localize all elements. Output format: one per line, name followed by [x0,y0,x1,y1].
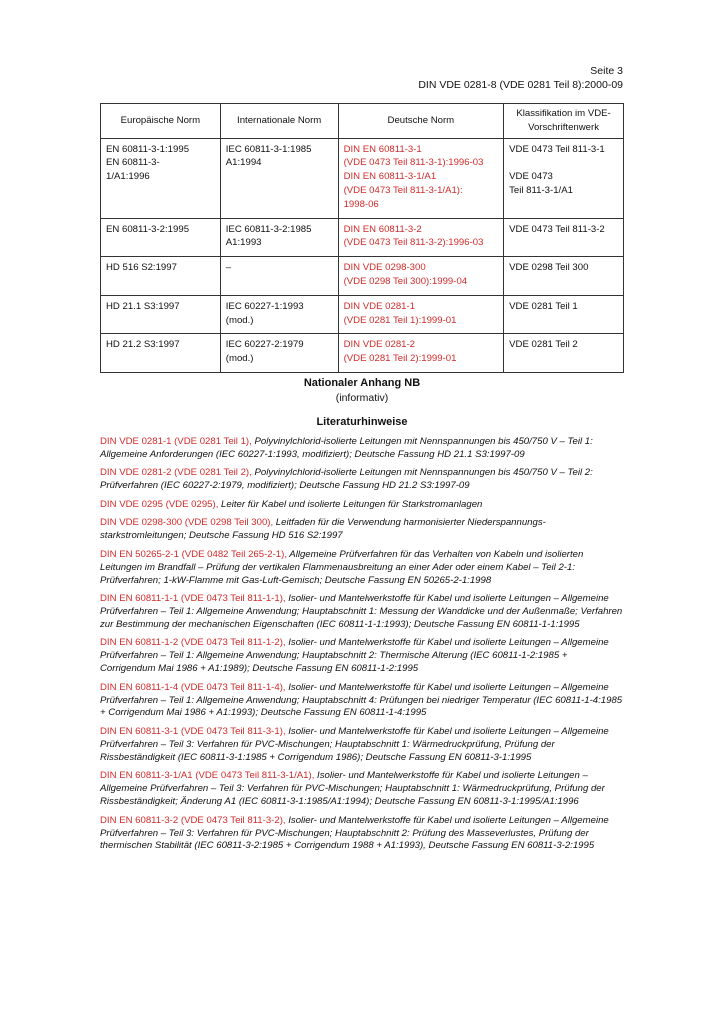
cell-line: 1998-06 [343,198,379,210]
reference-description: Isolier- und Mantelwerkstoffe für Kabel und isolierte Leitungen – Allgemeine Prüfverfahren – Teil 3: Verfahren für PVC-Mischungen; Hauptabschnitt 1: Wärmedruckprüfung, Prüfung der Rissbeständigkeit; Änderung A1 (IEC 60811-3-1:1985/A1:1994); Deutsche Fassung EN 60811-3-1:1995/A1:1996 [100,770,605,808]
cell-german-norm [338,138,504,218]
cell-international-norm [220,218,338,257]
reference-code: DIN EN 60811-1-1 (VDE 0473 Teil 811-1-1), [100,593,286,605]
reference-item [100,815,624,854]
cell-line: IEC 60811-3-1:1985 [225,143,312,155]
header-european-norm: Europäische Norm [101,104,221,139]
standards-table [100,103,624,373]
reference-code: DIN EN 60811-3-1/A1 (VDE 0473 Teil 811-3-1/A1), [100,770,315,782]
reference-description: Isolier- und Mantelwerkstoffe für Kabel und isolierte Leitungen – Allgemeine Prüfverfahren – Teil 1: Allgemeine Anwendung; Hauptabschnitt 2: Thermische Alterung (IEC 60811-1-2:1985 + Corrigendum Mai 1986 + A1:1989); Deutsche Fassung EN 60811-1-2:1995 [100,637,609,675]
cell-line: (VDE 0473 Teil 811-3-2):1996-03 [343,237,484,249]
cell-line: IEC 60811-3-2:1985 [225,223,312,235]
cell-line: VDE 0473 Teil 811-3-2 [509,223,605,235]
reference-code: DIN VDE 0281-2 (VDE 0281 Teil 2), [100,467,252,479]
cell-line: DIN VDE 0281-1 [343,300,416,312]
cell-line: (VDE 0473 Teil 811-3-1):1996-03 [343,157,484,169]
cell-vde-classification [504,138,624,218]
table-row [101,218,624,257]
reference-code: DIN EN 60811-3-2 (VDE 0473 Teil 811-3-2), [100,814,286,826]
cell-line: EN 60811-3-1:1995 [106,143,190,155]
cell-line: DIN VDE 0298-300 [343,262,426,274]
reference-item [100,549,624,588]
reference-list [100,436,624,859]
cell-european-norm [101,138,221,218]
header-german-norm: Deutsche Norm [338,104,504,139]
table-header-row [101,104,624,139]
cell-international-norm [220,295,338,334]
cell-line: IEC 60227-1:1993 [225,300,304,312]
cell-line: (VDE 0281 Teil 2):1999-01 [343,353,457,365]
reference-description: Leiter für Kabel und isolierte Leitungen für Starkstromanlagen [218,498,483,510]
reference-description: Polyvinylchlorid-isolierte Leitungen mit Nennspannungen bis 450/750 V – Teil 1: Allgemeine Anforderungen (IEC 60227-1:1993, modifiziert); Deutsche Fassung HD 21.1 S3:1997-09 [100,436,593,460]
reference-description: Polyvinylchlorid-isolierte Leitungen mit Nennspannungen bis 450/750 V – Teil 2: Prüfverfahren (IEC 60227-2:1979, modifiziert); Deutsche Fassung HD 21.2 S3:1997-09 [100,467,593,492]
cell-european-norm [101,334,221,373]
cell-line: EN 60811-3-2:1995 [106,223,190,235]
cell-line: (VDE 0298 Teil 300):1999-04 [343,275,468,287]
cell-line: A1:1994 [225,157,262,169]
cell-international-norm [220,138,338,218]
cell-german-norm [338,218,504,257]
cell-line: DIN VDE 0281-2 [343,339,416,351]
cell-line: DIN EN 60811-3-2 [343,223,422,235]
cell-line: HD 21.2 S3:1997 [106,339,180,351]
cell-line [509,156,618,170]
cell-line: (mod.) [225,353,254,365]
cell-line: DIN EN 60811-3-1 [343,143,422,155]
reference-item [100,517,624,543]
cell-line: VDE 0281 Teil 2 [509,339,578,351]
cell-vde-classification [504,218,624,257]
cell-line: Teil 811-3-1/A1 [509,184,573,196]
reference-description: Allgemeine Prüfverfahren für das Verhalten von Kabeln und isolierten Leitungen im Brandfall – Prüfung der vertikalen Flammenausbreitung an einer Ader oder einem Kabel – Teil 2-1: Prüfverfahren; 1-kW-Flamme mit Gas-Luft-Gemisch; Deutsche Fassung EN 50265-2-1:1998 [100,548,584,586]
cell-line: HD 21.1 S3:1997 [106,300,180,312]
document-id: DIN VDE 0281-8 (VDE 0281 Teil 8):2000-09 [418,79,623,91]
cell-vde-classification [504,334,624,373]
cell-line: (mod.) [225,314,254,326]
reference-item [100,637,624,676]
header-vde-classification: Klassifikation im VDE-Vorschriftenwerk [504,104,624,139]
cell-line: VDE 0298 Teil 300 [509,262,589,274]
cell-german-norm [338,257,504,296]
header-international-norm: Internationale Norm [220,104,338,139]
cell-international-norm [220,334,338,373]
reference-description: Leitfaden für die Verwendung harmonisierter Niederspannungs-starkstromleitungen; Deutsche Fassung HD 516 S2:1997 [100,517,546,542]
cell-european-norm [101,257,221,296]
reference-item [100,499,624,512]
reference-description: Isolier- und Mantelwerkstoffe für Kabel und isolierte Leitungen – Allgemeine Prüfverfahren – Teil 3: Verfahren für PVC-Mischungen; Hauptabschnitt 1: Wärmedruckprüfung, Prüfung der Rissbeständigkeit (IEC 60811-3-1:1985 + Corrigendum 1986); Deutsche Fassung EN 60811-3-1:1995 [100,725,609,763]
cell-german-norm [338,334,504,373]
table-row [101,138,624,218]
cell-line: DIN EN 60811-3-1/A1 [343,171,437,183]
reference-code: DIN EN 60811-1-4 (VDE 0473 Teil 811-1-4), [100,681,286,693]
reference-code: DIN EN 50265-2-1 (VDE 0482 Teil 265-2-1), [100,548,287,560]
cell-line: IEC 60227-2:1979 [225,339,304,351]
cell-vde-classification [504,295,624,334]
cell-line: VDE 0473 [509,171,553,183]
cell-line: EN 60811-3- [106,157,160,169]
reference-code: DIN EN 60811-1-2 (VDE 0473 Teil 811-1-2), [100,637,286,649]
cell-german-norm [338,295,504,334]
cell-line: 1/A1:1996 [106,171,150,183]
annex-title: Nationaler Anhang NB [303,377,421,389]
reference-code: DIN VDE 0295 (VDE 0295), [100,498,219,510]
annex-subtitle: (informativ) [335,392,389,404]
cell-line: (VDE 0473 Teil 811-3-1/A1): [343,184,463,196]
cell-international-norm [220,257,338,296]
cell-line: – [225,262,232,274]
reference-description: Isolier- und Mantelwerkstoffe für Kabel und isolierte Leitungen – Allgemeine Prüfverfahren – Teil 1: Allgemeine Anwendung; Hauptabschnitt 1: Messung der Wanddicke und der Außenmaße; Verfahren zur Bestimmung der mechanischen Eigenschaften (IEC 60811-1-1:1993); Deutsche Fassung EN 60811-1-1:1995 [100,593,623,630]
page-number: Seite 3 [590,65,623,77]
table-row [101,334,624,373]
reference-item [100,682,624,721]
reference-item [100,467,624,493]
reference-item [100,436,624,462]
reference-code: DIN VDE 0281-1 (VDE 0281 Teil 1), [100,436,252,447]
cell-line: VDE 0473 Teil 811-3-1 [509,143,605,155]
cell-line: A1:1993 [225,237,262,249]
reference-item [100,770,624,809]
reference-description: Isolier- und Mantelwerkstoffe für Kabel und isolierte Leitungen – Allgemeine Prüfverfahren – Teil 3: Verfahren für PVC-Mischungen; Hauptabschnitt 2: Prüfung des Masseverlustes, Prüfung der thermischen Stabilität (IEC 60811-3-2:1985 + Corrigendum 1988 + A1:1993), Deutsche Fassung EN 60811-3-2:1995 [100,814,609,852]
reference-item [100,726,624,765]
cell-vde-classification [504,257,624,296]
reference-code: DIN EN 60811-3-1 (VDE 0473 Teil 811-3-1), [100,725,286,737]
cell-line: VDE 0281 Teil 1 [509,300,578,312]
cell-european-norm [101,218,221,257]
reference-item [100,593,624,632]
bibliography-heading: Literaturhinweise [316,416,408,428]
table-row [101,257,624,296]
cell-european-norm [101,295,221,334]
cell-line: HD 516 S2:1997 [106,262,177,274]
reference-description: Isolier- und Mantelwerkstoffe für Kabel und isolierte Leitungen – Allgemeine Prüfverfahren – Teil 1: Allgemeine Anwendung; Hauptabschnitt 4: Prüfungen bei niedriger Temperatur (IEC 60811-1-4:1985 + Corrigendum Mai 1986 + A1:1993); Deutsche Fassung EN 60811-1-4:1995 [100,681,623,719]
reference-code: DIN VDE 0298-300 (VDE 0298 Teil 300), [100,517,274,529]
cell-line: (VDE 0281 Teil 1):1999-01 [343,314,457,326]
table-row [101,295,624,334]
